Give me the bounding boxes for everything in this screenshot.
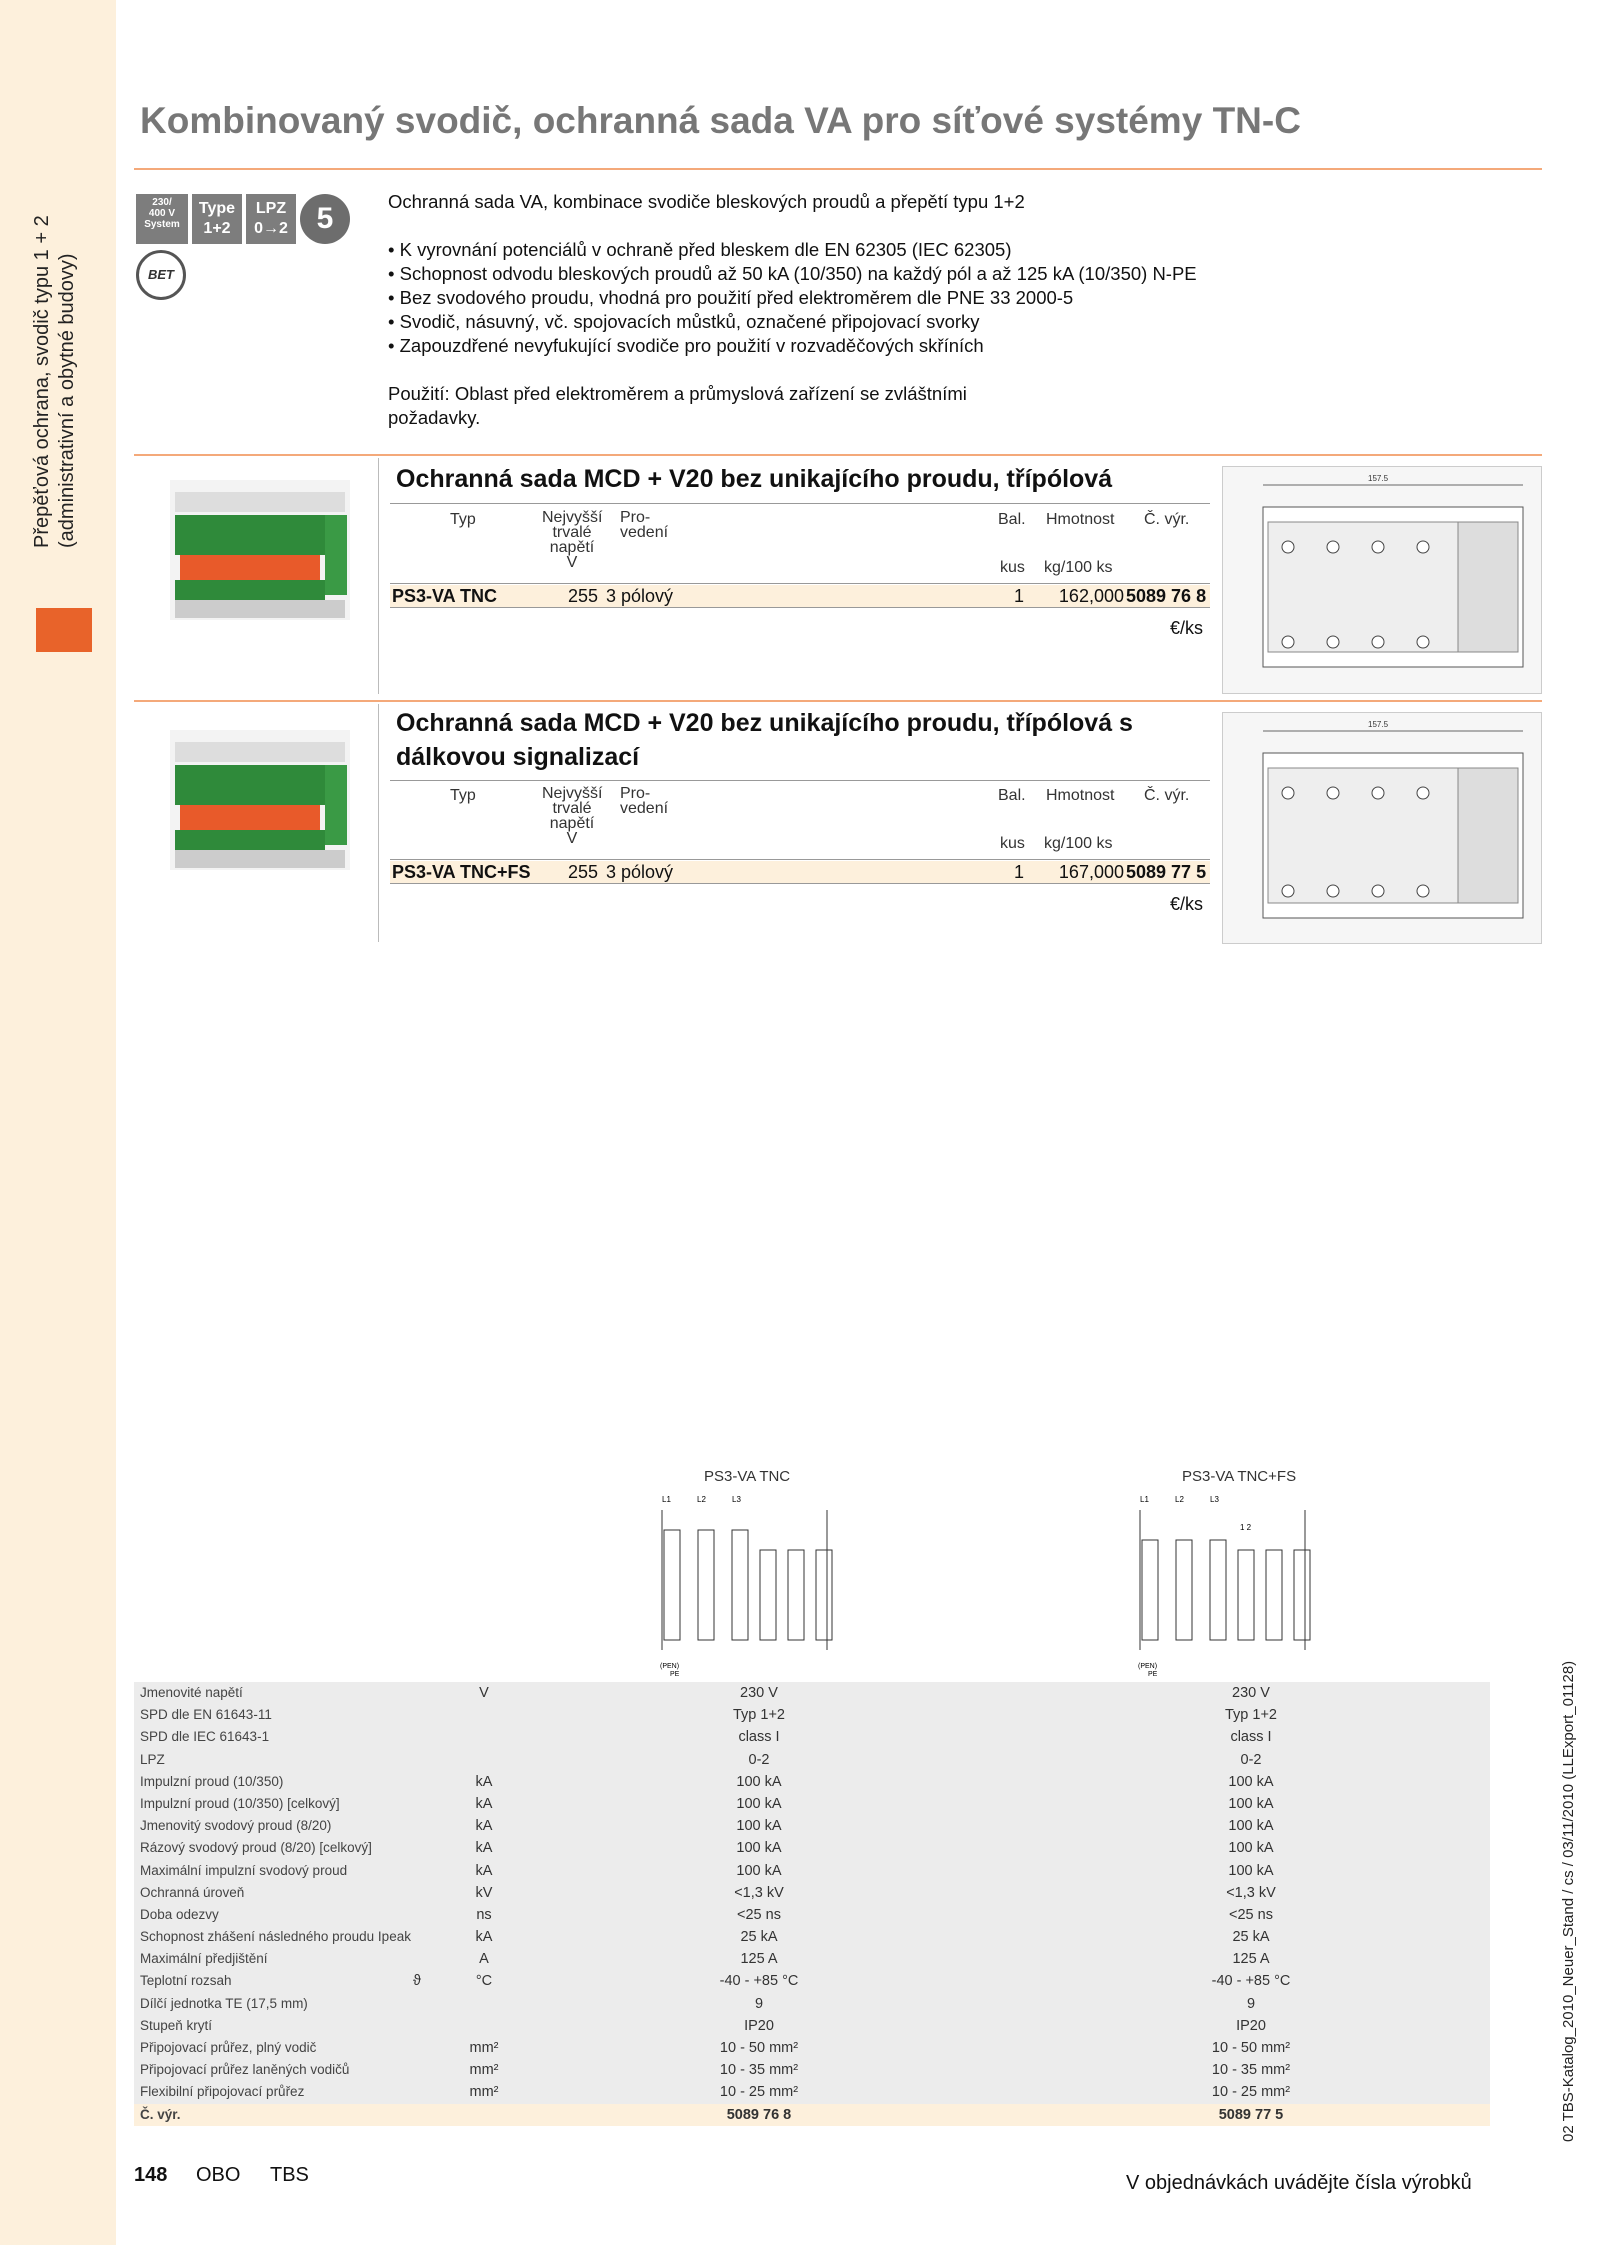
- schematic-tnc: [652, 1490, 852, 1680]
- section-title-line: dálkovou signalizací: [396, 743, 640, 771]
- spec-cell-sym: ϑ: [413, 1973, 421, 1990]
- col-header-pack: Bal.: [998, 511, 1026, 528]
- spec-cell-name: Impulzní proud (10/350): [140, 1773, 284, 1789]
- category-color-marker: [36, 608, 92, 652]
- section-rule-2: [134, 700, 1542, 702]
- section-title-line: Ochranná sada MCD + V20 bez unikajícího proudu, třípólová s: [396, 709, 1133, 737]
- table-rule: [390, 859, 1210, 860]
- spec-row: [134, 2081, 1490, 2103]
- table-rule: [390, 583, 1210, 584]
- lpz-badge: LPZ 0→2: [246, 194, 296, 244]
- spec-row: [134, 1904, 1490, 1926]
- section-title-line: Ochranná sada MCD + V20 bez unikajícího proudu, třípólová: [396, 465, 1113, 493]
- col-header-pack: Bal.: [998, 787, 1026, 804]
- spec-cell-a: class I: [738, 1729, 780, 1746]
- cell-pack: 1: [1014, 862, 1025, 882]
- system-badge: 230/ 400 V System: [136, 194, 188, 244]
- sidebar-category: [30, 148, 80, 548]
- spec-cell-unit: kV: [475, 1884, 493, 1901]
- divider: [378, 458, 379, 694]
- schematic-caption-tnc: PS3-VA TNC: [704, 1468, 791, 1485]
- sidebar-line-1: Přepěťová ochrana, svodič typu 1 + 2: [31, 215, 53, 548]
- col-header-type: Typ: [450, 511, 476, 528]
- schematic-label: L3: [1210, 1495, 1219, 1504]
- spec-row: [134, 1970, 1490, 1992]
- spec-article-name: Č. výr.: [140, 2106, 181, 2122]
- spec-row: [134, 1837, 1490, 1859]
- dimension-label: 157.5: [1368, 720, 1389, 729]
- spec-cell-b: 10 - 25 mm²: [1211, 2084, 1291, 2101]
- spec-cell-name: SPD dle EN 61643-11: [140, 1707, 272, 1723]
- spec-cell-name: Stupeň krytí: [140, 2017, 213, 2033]
- cell-type: PS3-VA TNC+FS: [392, 862, 531, 882]
- tested-seal-icon: BET: [136, 250, 186, 300]
- table-row: [390, 861, 1210, 883]
- spec-cell-b: Typ 1+2: [1225, 1707, 1277, 1724]
- spec-cell-a: 100 kA: [736, 1795, 782, 1812]
- spec-cell-a: <25 ns: [737, 1906, 781, 1923]
- schematic-label: L1: [662, 1495, 671, 1504]
- spec-article-row: [134, 2104, 1490, 2126]
- col-header-type: Typ: [450, 787, 476, 804]
- spec-cell-a: 100 kA: [736, 1840, 782, 1857]
- dimension-drawing-tnc: [1222, 466, 1542, 694]
- spec-row: [134, 1704, 1490, 1726]
- spec-cell-unit: kA: [475, 1862, 493, 1879]
- spec-cell-name: Připojovací průřez laněných vodičů: [140, 2062, 350, 2078]
- spec-cell-name: LPZ: [140, 1751, 165, 1767]
- cell-pack: 1: [1014, 586, 1025, 606]
- feature-item: • Zapouzdřené nevyfukující svodiče pro použití v rozvaděčových skříních: [388, 335, 984, 356]
- spec-row: [134, 1993, 1490, 2015]
- cell-weight: 167,000: [1058, 862, 1124, 882]
- spec-cell-name: Schopnost zhášení následného proudu Ipeak: [140, 1929, 411, 1945]
- cell-voltage: 255: [567, 862, 598, 882]
- spec-row: [134, 1682, 1490, 1704]
- page-number: 148: [134, 2164, 168, 2186]
- price-unit: €/ks: [1170, 894, 1204, 914]
- section-title: [396, 706, 1133, 774]
- col-header-weight: Hmotnost: [1046, 787, 1115, 804]
- sidebar-line-2: (administrativní a obytné budovy): [56, 253, 78, 548]
- spec-row: [134, 1948, 1490, 1970]
- spec-cell-a: 10 - 35 mm²: [719, 2062, 799, 2079]
- spec-row: [134, 1815, 1490, 1837]
- spec-cell-name: SPD dle IEC 61643-1: [140, 1729, 270, 1745]
- schematic-label: (PEN): [660, 1663, 680, 1670]
- usage-line-1: Použití: Oblast před elektroměrem a průmyslová zařízení se zvláštními: [388, 383, 967, 404]
- schematic-label: 1 2: [1240, 1523, 1252, 1532]
- section-title: [396, 462, 1112, 496]
- spec-cell-unit: kA: [475, 1929, 493, 1946]
- dimension-label: 157.5: [1368, 474, 1389, 483]
- spec-cell-unit: mm²: [469, 2062, 499, 2079]
- spec-cell-unit: kA: [475, 1773, 493, 1790]
- cell-article: 5089 76 8: [1126, 586, 1207, 606]
- intro-lead: Ochranná sada VA, kombinace svodiče bleskových proudů a přepětí typu 1+2: [388, 191, 1025, 212]
- spec-cell-unit: kA: [475, 1795, 493, 1812]
- table-rule: [390, 607, 1210, 608]
- spec-cell-unit: °C: [475, 1973, 493, 1990]
- spec-cell-a: 10 - 50 mm²: [719, 2040, 799, 2056]
- division-name: TBS: [270, 2164, 309, 2186]
- schematic-label: L1: [1140, 1495, 1149, 1504]
- spec-cell-b: 100 kA: [1228, 1840, 1274, 1857]
- cell-weight: 162,000: [1058, 586, 1124, 606]
- page-title: Kombinovaný svodič, ochranná sada VA pro síťové systémy TN-C: [140, 100, 1301, 141]
- catalog-reference: 02 TBS-Katalog_2010_Neuer_Stand / cs / 03/11/2010 (LLExport_01128): [1560, 1660, 1577, 2142]
- feature-item: • K vyrovnání potenciálů v ochraně před bleskem dle EN 62305 (IEC 62305): [388, 239, 1012, 260]
- type-badge: Type 1+2: [192, 194, 242, 244]
- spec-cell-unit: A: [479, 1951, 489, 1968]
- spec-cell-b: 100 kA: [1228, 1818, 1274, 1835]
- spec-cell-b: IP20: [1236, 2017, 1266, 2034]
- spec-cell-b: 125 A: [1232, 1951, 1270, 1968]
- technical-specs-table: [134, 1682, 1490, 2126]
- spec-cell-name: Maximální předjištění: [140, 1951, 268, 1967]
- spec-row: [134, 1860, 1490, 1882]
- spec-cell-name: Dílčí jednotka TE (17,5 mm): [140, 1995, 308, 2011]
- brand-name: OBO: [196, 2164, 241, 2186]
- spec-row: [134, 1882, 1490, 1904]
- col-header-design: Pro- vedení: [620, 785, 669, 817]
- spec-row: [134, 1726, 1490, 1748]
- schematic-label: PE: [670, 1671, 680, 1678]
- spec-cell-a: <1,3 kV: [734, 1884, 784, 1901]
- feature-item: • Svodič, násuvný, vč. spojovacích můstků, označené připojovací svorky: [388, 311, 980, 332]
- spec-cell-a: 100 kA: [736, 1818, 782, 1835]
- schematic-tnc-fs: [1130, 1490, 1330, 1680]
- spec-article-b: 5089 77 5: [1218, 2106, 1284, 2123]
- cell-design: 3 pólový: [606, 586, 674, 606]
- warranty-years-icon: 5: [300, 194, 350, 244]
- spec-cell-a: 0-2: [748, 1751, 770, 1768]
- spec-cell-a: 10 - 25 mm²: [719, 2084, 799, 2101]
- spec-cell-b: 100 kA: [1228, 1862, 1274, 1879]
- spec-cell-name: Ochranná úroveň: [140, 1884, 245, 1900]
- table-rule: [390, 883, 1210, 884]
- schematic-label: (PEN): [1138, 1663, 1158, 1670]
- spec-cell-a: Typ 1+2: [733, 1707, 785, 1724]
- spec-cell-b: class I: [1230, 1729, 1272, 1746]
- spec-cell-name: Rázový svodový proud (8/20) [celkový]: [140, 1840, 372, 1856]
- dimension-drawing-tnc-fs: [1222, 712, 1542, 944]
- col-unit-pack: kus: [1000, 835, 1025, 852]
- spec-row: [134, 2037, 1490, 2059]
- spec-cell-b: 10 - 35 mm²: [1211, 2062, 1291, 2079]
- spec-cell-a: 100 kA: [736, 1862, 782, 1879]
- spec-cell-a: 100 kA: [736, 1773, 782, 1790]
- spec-cell-b: 9: [1246, 1995, 1256, 2012]
- spec-cell-name: Impulzní proud (10/350) [celkový]: [140, 1795, 340, 1811]
- schematic-label: L3: [732, 1495, 741, 1504]
- col-header-article: Č. výr.: [1144, 787, 1190, 804]
- col-unit-weight: kg/100 ks: [1044, 559, 1113, 576]
- spec-cell-unit: V: [479, 1685, 489, 1701]
- spec-cell-a: IP20: [744, 2017, 774, 2034]
- divider: [378, 704, 379, 942]
- spec-cell-unit: mm²: [469, 2084, 499, 2101]
- spec-cell-b: 230 V: [1232, 1685, 1270, 1701]
- spec-cell-b: 100 kA: [1228, 1795, 1274, 1812]
- col-header-weight: Hmotnost: [1046, 511, 1115, 528]
- col-header-design: Pro- vedení: [620, 509, 669, 541]
- spec-cell-name: Doba odezvy: [140, 1906, 219, 1922]
- spec-cell-a: 9: [754, 1995, 764, 2012]
- schematic-label: L2: [697, 1495, 706, 1504]
- cell-design: 3 pólový: [606, 862, 674, 882]
- spec-row: [134, 1771, 1490, 1793]
- spec-cell-name: Teplotní rozsah: [140, 1973, 232, 1989]
- spec-cell-a: 125 A: [740, 1951, 778, 1968]
- product-image-tnc-fs: [160, 720, 360, 880]
- cell-voltage: 255: [567, 586, 598, 606]
- spec-cell-b: <1,3 kV: [1226, 1884, 1276, 1901]
- schematic-label: L2: [1175, 1495, 1184, 1504]
- table-rule: [390, 780, 1210, 781]
- spec-cell-name: Maximální impulzní svodový proud: [140, 1862, 348, 1878]
- title-rule: [134, 168, 1542, 170]
- col-header-article: Č. výr.: [1144, 511, 1190, 528]
- spec-row: [134, 1926, 1490, 1948]
- spec-cell-b: 25 kA: [1232, 1929, 1270, 1946]
- spec-row: [134, 2059, 1490, 2081]
- spec-cell-name: Připojovací průřez, plný vodič: [140, 2040, 317, 2055]
- spec-cell-unit: mm²: [469, 2040, 499, 2056]
- product-description: [388, 190, 1197, 430]
- schematic-label: PE: [1148, 1671, 1158, 1678]
- schematic-caption-tnc-fs: PS3-VA TNC+FS: [1182, 1468, 1297, 1485]
- spec-cell-a: 25 kA: [740, 1929, 778, 1946]
- spec-cell-unit: kA: [475, 1818, 493, 1835]
- usage-line-2: požadavky.: [388, 407, 481, 428]
- spec-cell-b: <25 ns: [1229, 1906, 1273, 1923]
- spec-cell-a: -40 - +85 °C: [719, 1973, 799, 1990]
- spec-cell-name: Jmenovitý svodový proud (8/20): [140, 1818, 332, 1834]
- spec-row: [134, 2015, 1490, 2037]
- section-rule-1: [134, 454, 1542, 456]
- spec-cell-name: Jmenovité napětí: [140, 1685, 243, 1700]
- price-unit: €/ks: [1170, 618, 1204, 638]
- spec-cell-unit: kA: [475, 1840, 493, 1857]
- order-note: V objednávkách uvádějte čísla výrobků: [1126, 2172, 1472, 2194]
- col-header-voltage: Nejvyšší trvalé napětí V: [542, 509, 603, 571]
- spec-cell-b: 0-2: [1240, 1751, 1262, 1768]
- spec-cell-b: -40 - +85 °C: [1211, 1973, 1291, 1990]
- spec-article-a: 5089 76 8: [726, 2106, 792, 2123]
- spec-cell-a: 230 V: [740, 1685, 778, 1701]
- feature-item: • Schopnost odvodu bleskových proudů až 50 kA (10/350) na každý pól a až 125 kA (10/350) N-PE: [388, 263, 1197, 284]
- table-rule: [390, 503, 1210, 504]
- cell-article: 5089 77 5: [1126, 862, 1207, 882]
- spec-cell-unit: ns: [476, 1906, 492, 1923]
- spec-row: [134, 1793, 1490, 1815]
- table-row: [390, 585, 1210, 607]
- col-unit-pack: kus: [1000, 559, 1025, 576]
- col-header-voltage: Nejvyšší trvalé napětí V: [542, 785, 603, 847]
- spec-cell-name: Flexibilní připojovací průřez: [140, 2084, 305, 2100]
- col-unit-weight: kg/100 ks: [1044, 835, 1113, 852]
- cell-type: PS3-VA TNC: [392, 586, 498, 606]
- feature-item: • Bez svodového proudu, vhodná pro použití před elektroměrem dle PNE 33 2000-5: [388, 287, 1074, 308]
- product-image-tnc: [160, 470, 360, 630]
- spec-cell-b: 10 - 50 mm²: [1211, 2040, 1291, 2056]
- spec-cell-b: 100 kA: [1228, 1773, 1274, 1790]
- spec-row: [134, 1749, 1490, 1771]
